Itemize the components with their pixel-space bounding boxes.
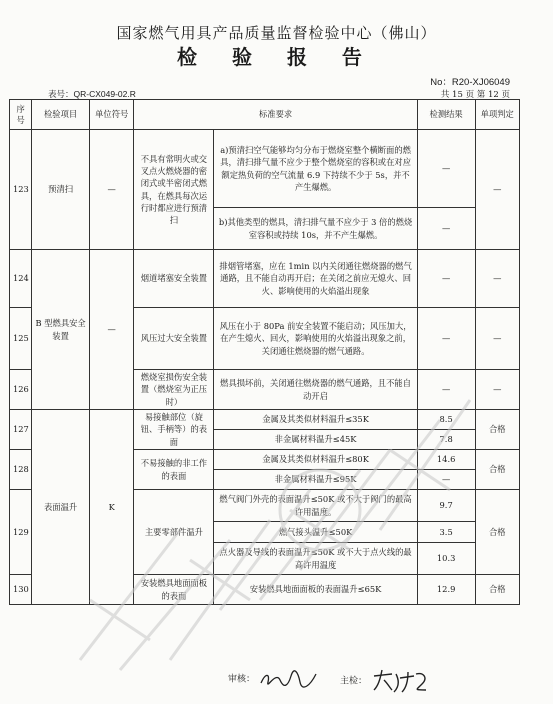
row-verdict: — [475, 250, 519, 308]
col-header-unit: 单位符号 [89, 100, 133, 130]
row-verdict: 合格 [475, 410, 519, 450]
row-no: 127 [10, 410, 32, 450]
row-subitem: 燃烧室损伤安全装置（燃烧室为正压时） [134, 370, 214, 410]
table-row [10, 250, 520, 308]
organization-name: 国家燃气用具产品质量监督检验中心（佛山） [116, 24, 437, 42]
row-verdict: — [475, 370, 519, 410]
row-result: — [417, 470, 475, 490]
inspection-table [9, 99, 520, 605]
reviewer-signature-scribble [258, 668, 320, 690]
reviewer-signature [228, 668, 320, 690]
report-number: No：R20-XJ06049 [430, 77, 510, 88]
row-no: 125 [10, 308, 32, 370]
row-result: 3.5 [417, 522, 475, 543]
row-no: 124 [10, 250, 32, 308]
row-result: — [417, 308, 475, 370]
row-subitem: 主要零部件温升 [134, 490, 214, 575]
row-item: 表面温升 [32, 410, 90, 605]
row-unit: K [89, 410, 133, 605]
row-subitem: 不易接触的非工作的表面 [134, 450, 214, 490]
row-requirement: 非金属材料温升≤45K [214, 430, 417, 450]
report-title: 检 验 报 告 [177, 45, 376, 69]
row-result: 9.7 [417, 490, 475, 522]
row-subitem: 风压过大安全装置 [134, 308, 214, 370]
row-requirement: a)预清扫空气能够均匀分布于燃烧室整个横断面的燃具，清扫排气量不应少于整个燃烧室的容积或在对应额定热负荷的空气流量 6.9 下持续不少于 5s，并不产生爆燃。 [214, 130, 417, 208]
inspector-signature [340, 668, 432, 694]
form-number: 表号：QR-CX049-02.R [48, 89, 136, 99]
review-label: 审核： [228, 674, 256, 685]
row-no: 130 [10, 575, 32, 605]
row-result: — [417, 208, 475, 250]
row-result: 10.3 [417, 543, 475, 575]
col-header-result: 检测结果 [417, 100, 475, 130]
row-result: 12.9 [417, 575, 475, 605]
row-verdict: 合格 [475, 490, 519, 575]
row-unit: — [89, 250, 133, 410]
col-header-verdict: 单项判定 [475, 100, 519, 130]
page-count: 共 15 页 第 12 页 [440, 90, 510, 100]
row-subitem: 安装燃具地面面板的表面 [134, 575, 214, 605]
table-row [10, 130, 520, 208]
row-requirement: b)其他类型的燃具，清扫排气量不应少于 3 倍的燃烧室容积或持续 10s，并不产生爆燃。 [214, 208, 417, 250]
row-verdict: — [475, 308, 519, 370]
row-unit: — [89, 130, 133, 250]
row-requirement: 金属及其类似材料温升≤80K [214, 450, 417, 470]
row-requirement: 安装燃具地面面板的表面温升≤65K [214, 575, 417, 605]
approve-label: 主检： [340, 676, 368, 687]
row-verdict: 合格 [475, 450, 519, 490]
col-header-item: 检验项目 [32, 100, 90, 130]
row-condition: 不具有常明火或交叉点火燃烧器的密闭式或半密闭式燃具，在燃具每次运行时都应进行预清扫 [134, 130, 214, 250]
row-requirement: 燃具损坏前，关闭通往燃烧器的燃气通路，且不能自动开启 [214, 370, 417, 410]
row-subitem: 易接触部位（旋钮、手柄等）的表面 [134, 410, 214, 450]
row-result: 14.6 [417, 450, 475, 470]
row-item: 预清扫 [32, 130, 90, 250]
row-subitem: 烟道堵塞安全装置 [134, 250, 214, 308]
row-no: 126 [10, 370, 32, 410]
table-row [10, 410, 520, 430]
row-result: — [417, 130, 475, 208]
row-result: — [417, 370, 475, 410]
row-no: 128 [10, 450, 32, 490]
row-requirement: 排烟管堵塞，应在 1min 以内关闭通往燃烧器的燃气通路，且不能自动再开启；在关闭之前应无熄火、回火、影响使用的火焰溢出现象 [214, 250, 417, 308]
row-result: — [417, 250, 475, 308]
row-verdict: — [475, 130, 519, 250]
row-requirement: 燃气接头温升≤50K [214, 522, 417, 543]
row-verdict: 合格 [475, 575, 519, 605]
row-no: 129 [10, 490, 32, 575]
row-result: 7.8 [417, 430, 475, 450]
row-result: 8.5 [417, 410, 475, 430]
inspector-signature-scribble [370, 668, 432, 694]
col-header-requirement: 标准要求 [134, 100, 417, 130]
row-item: B 型燃具安全装置 [32, 250, 90, 410]
row-requirement: 金属及其类似材料温升≤35K [214, 410, 417, 430]
row-requirement: 风压在小于 80Pa 前安全装置不能启动；风压加大，在产生熄火、回火，影响使用的火焰溢出现象之前，关闭通往燃烧器的燃气通路。 [214, 308, 417, 370]
col-header-no: 序号 [10, 100, 32, 130]
row-requirement: 燃气阀门外壳的表面温升≤50K 或不大于阀门的最高许用温度。 [214, 490, 417, 522]
row-no: 123 [10, 130, 32, 250]
row-requirement: 非金属材料温升≤95K [214, 470, 417, 490]
table-header-row [10, 100, 520, 130]
row-requirement: 点火器及导线的表面温升≤50K 或不大于点火线的最高许用温度 [214, 543, 417, 575]
